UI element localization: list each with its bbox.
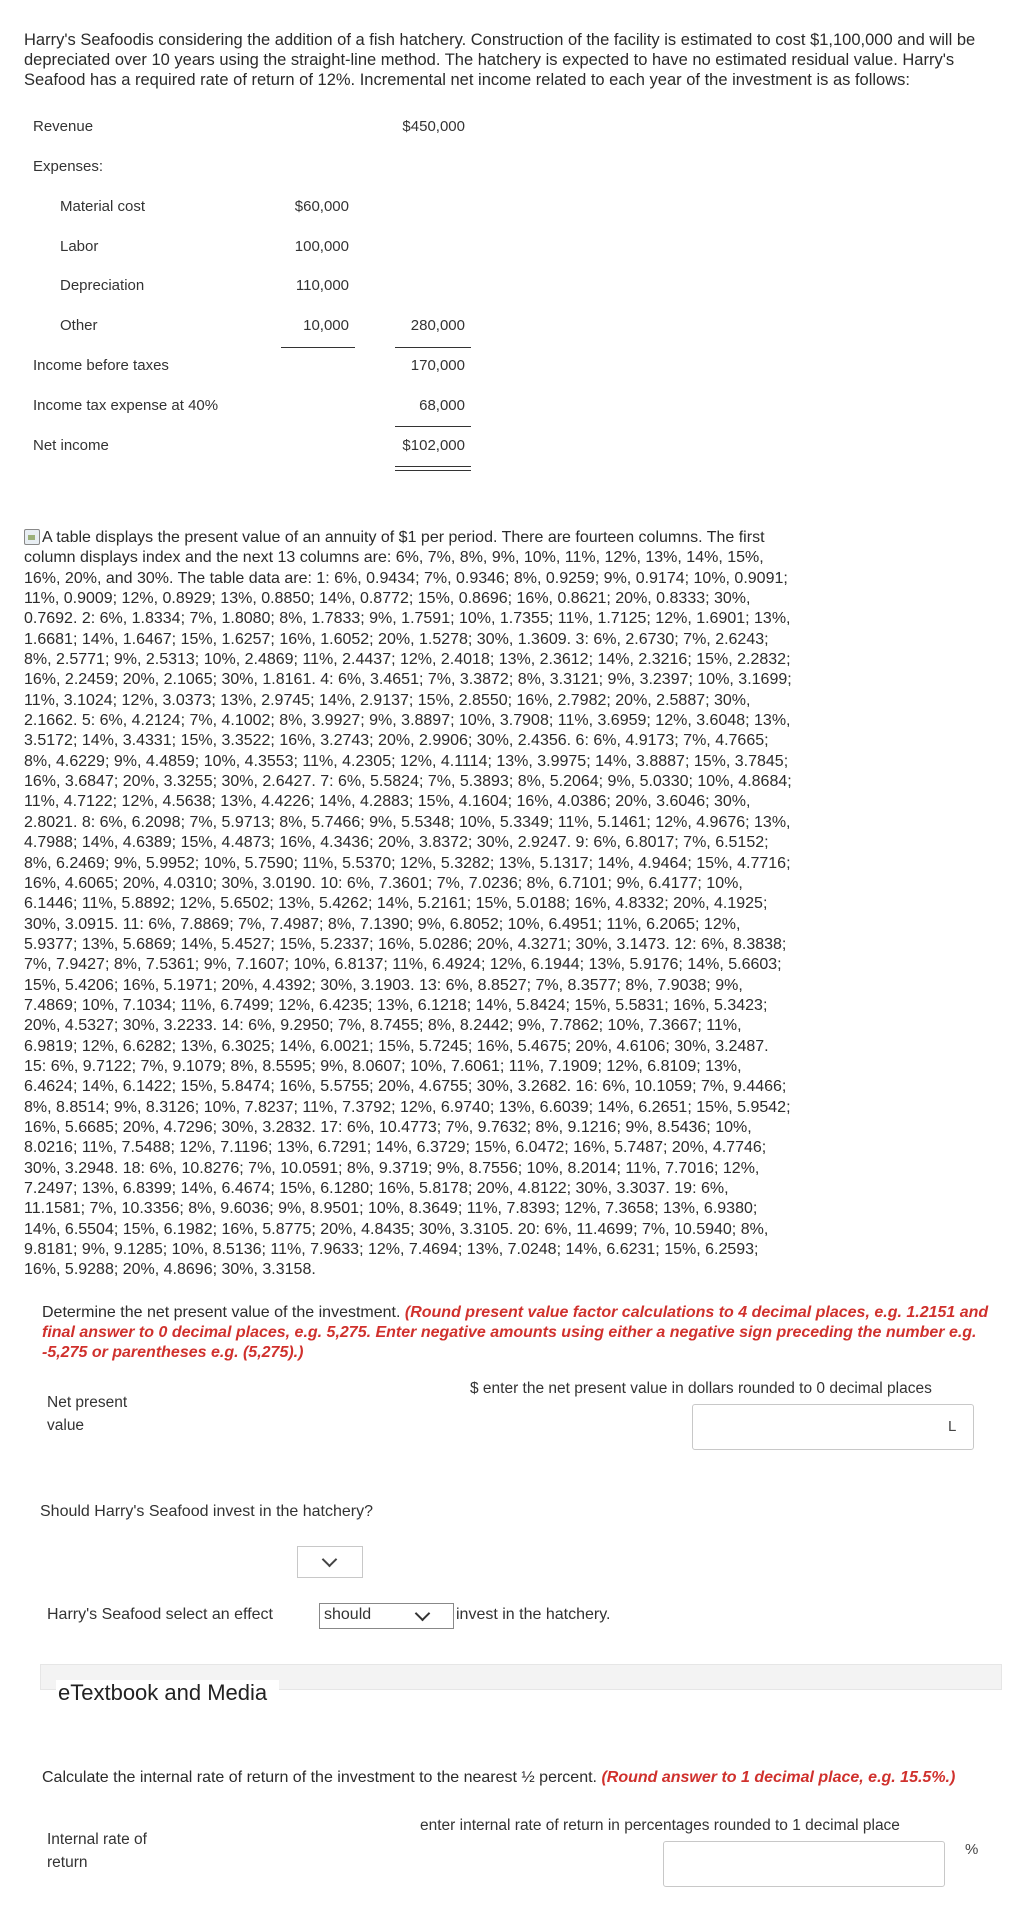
total-expenses-value: 280,000 <box>410 317 465 334</box>
etextbook-media-link[interactable]: eTextbook and Media <box>56 1680 279 1706</box>
ibt-value: 170,000 <box>410 357 465 374</box>
invest-sentence-suffix: invest in the hatchery. <box>456 1606 611 1623</box>
revenue-label: Revenue <box>33 118 94 135</box>
npv-instruction-rounding: (Round present value factor calculations to 4 decimal places, e.g. 1.2151 and final answer to 0 decimal places, e.g. 5,275. Enter negative amounts using either a negative sign preceding the number e.g. -5,275 or parentheses e.g. (5,275).) <box>42 1304 989 1361</box>
percent-suffix: % <box>965 1841 979 1858</box>
chevron-down-icon <box>322 1552 338 1568</box>
npv-label: Net present value <box>47 1394 128 1434</box>
irr-instruction-rounding: (Round answer to 1 decimal place, e.g. 15.5%.) <box>601 1769 956 1786</box>
expense-value-material: $60,000 <box>294 198 349 215</box>
irr-input[interactable] <box>663 1841 945 1887</box>
invest-question: Should Harry's Seafood invest in the hatchery? <box>40 1503 374 1520</box>
irr-instruction-text: Calculate the internal rate of return of the investment to the nearest ½ percent. <box>42 1769 597 1786</box>
expense-value-other: 10,000 <box>303 317 349 334</box>
net-income-value: $102,000 <box>402 437 465 454</box>
expenses-underline <box>281 347 355 348</box>
expenses-label: Expenses: <box>33 158 104 175</box>
annuity-table-alt-text: A table displays the present value of an annuity of $1 per period. There are fourteen columns. The first column displays index and the next 13 columns are: 6%, 7%, 8%, 9%, 10%, 11%, 12%, 13%, 14%, 15%, 16%, 20%, and 30%. The table data are: 1: 6%, 0.9434; 7%, 0.9346; 8%, 0.9259; 9%, 0.9174; 10%, 0.9091; 11%, 0.9009; 12%, 0.8929; 13%, 0.8850; 14%, 0.8772; 15%, 0.8696; 16%, 0.8621; 20%, 0.8333; 30%, 0.7692. 2: 6%, 1.8334; 7%, 1.8080; 8%, 1.7833; 9%, 1.7591; 10%, 1.7355; 11%, 1.7125; 12%, 1.6901; 13%, 1.6681; 14%, 1.6467; 15%, 1.6257; 16%, 1.6052; 20%, 1.5278; 30%, 1.3609. 3: 6%, 2.6730; 7%, 2.6243; 8%, 2.5771; 9%, 2.5313; 10%, 2.4869; 11%, 2.4437; 12%, 2.4018; 13%, 2.3612; 14%, 2.3216; 15%, 2.2832; 16%, 2.2459; 20%, 2.1065; 30%, 1.8161. 4: 6%, 3.4651; 7%, 3.3872; 8%, 3.3121; 9%, 3.2397; 10%, 3.1699; 11%, 3.1024; 12%, 3.0373; 13%, 2.9745; 14%, 2.9137; 15%, 2.8550; 16%, 2.7982; 20%, 2.5887; 30%, 2.1662. 5: 6%, 4.2124; 7%, 4.1002; 8%, 3.9927; 9%, 3.8897; 10%, 3.7908; 11%, 3.6959; 12%, 3.6048; 13%, 3.5172; 14%, 3.4331; 15%, 3.3522; 16%, 3.2743; 20%, 2.9906; 30%, 2.4356. 6: 6%, 4.9173; 7%, 4.7665; 8%, 4.6229; 9%, 4.4859; 10%, 4.3553; 11%, 4.2305; 12%, 4.1114; 13%, 3.9975; 14%, 3.8887; 15%, 3.7845; 16%, 3.6847; 20%, 3.3255; 30%, 2.6427. 7: 6%, 5.5824; 7%, 5.3893; 8%, 5.2064; 9%, 5.0330; 10%, 4.8684; 11%, 4.7122; 12%, 4.5638; 13%, 4.4226; 14%, 4.2883; 15%, 4.1604; 16%, 4.0386; 20%, 3.6046; 30%, 2.8021. 8: 6%, 6.2098; 7%, 5.9713; 8%, 5.7466; 9%, 5.5348; 10%, 5.3349; 11%, 5.1461; 12%, 4.9676; 13%, 4.7988; 14%, 4.6389; 15%, 4.4873; 16%, 4.3436; 20%, 3.8372; 30%, 2.9247. 9: 6%, 6.8017; 7%, 6.5152; 8%, 6.2469; 9%, 5.9952; 10%, 5.7590; 11%, 5.5370; 12%, 5.3282; 13%, 5.1317; 14%, 4.9464; 15%, 4.7716; 16%, 4.6065; 20%, 4.0310; 30%, 3.0190. 10: 6%, 7.3601; 7%, 7.0236; 8%, 6.7101; 9%, 6.4177; 10%, 6.1446; 11%, 5.8892; 12%, 5.6502; 13%, 5.4262; 14%, 5.2161; 15%, 5.0188; 16%, 4.8332; 20%, 4.1925; 30%, 3.0915. 11: 6%, 7.8869; 7%, 7.4987; 8%, 7.1390; 9%, 6.8052; 10%, 6.4951; 11%, 6.2065; 12%, 5.9377; 13%, 5.6869; 14%, 5.4527; 15%, 5.2337; 16%, 5.0286; 20%, 4.3271; 30%, 3.1473. 12: 6%, 8.3838; 7%, 7.9427; 8%, 7.5361; 9%, 7.1607; 10%, 6.8137; 11%, 6.4924; 12%, 6.1944; 13%, 5.9176; 14%, 5.6603; 15%, 5.4206; 16%, 5.1971; 20%, 4.4392; 30%, 3.1903. 13: 6%, 8.8527; 7%, 8.3577; 8%, 7.9038; 9%, 7.4869; 10%, 7.1034; 11%, 6.7499; 12%, 6.4235; 13%, 6.1218; 14%, 5.8424; 15%, 5.5831; 16%, 5.3423; 20%, 4.5327; 30%, 3.2233. 14: 6%, 9.2950; 7%, 8.7455; 8%, 8.2442; 9%, 7.7862; 10%, 7.3667; 11%, 6.9819; 12%, 6.6282; 13%, 6.3025; 14%, 6.0021; 15%, 5.7245; 16%, 5.4675; 20%, 4.6106; 30%, 3.2487. 15: 6%, 9.7122; 7%, 9.1079; 8%, 8.5595; 9%, 8.0607; 10%, 7.6061; 11%, 7.1909; 12%, 6.8109; 13%, 6.4624; 14%, 6.1422; 15%, 5.8474; 16%, 5.5755; 20%, 4.6755; 30%, 3.2682. 16: 6%, 10.1059; 7%, 9.4466; 8%, 8.8514; 9%, 8.3126; 10%, 7.8237; 11%, 7.3792; 12%, 6.9740; 13%, 6.6039; 14%, 6.2651; 15%, 5.9542; 16%, 5.6685; 20%, 4.7296; 30%, 3.2832. 17: 6%, 10.4773; 7%, 9.7632; 8%, 9.1216; 9%, 8.5436; 10%, 8.0216; 11%, 7.5488; 12%, 7.1196; 13%, 6.7291; 14%, 6.3729; 15%, 6.0472; 16%, 5.7487; 20%, 4.7746; 30%, 3.2948. 18: 6%, 10.8276; 7%, 10.0591; 8%, 9.3719; 9%, 8.7556; 10%, 8.2014; 11%, 7.7016; 12%, 7.2497; 13%, 6.8399; 14%, 6.4674; 15%, 6.1280; 16%, 5.8178; 20%, 4.8122; 30%, 3.3037. 19: 6%, 11.1581; 7%, 10.3356; 8%, 9.6036; 9%, 8.9501; 10%, 8.3649; 11%, 7.8393; 12%, 7.3658; 13%, 6.9380; 14%, 6.5504; 15%, 6.1982; 16%, 5.8775; 20%, 4.8435; 30%, 3.3105. 20: 6%, 11.4699; 7%, 10.5940; 8%, 9.8181; 9%, 9.1285; 10%, 8.5136; 11%, 7.9633; 12%, 7.4694; 13%, 7.0248; 14%, 6.6231; 15%, 6.2593; 16%, 5.9288; 20%, 4.8696; 30%, 3.3158. <box>24 529 792 1279</box>
irr-hint: enter internal rate of return in percentages rounded to 1 decimal place <box>420 1817 900 1834</box>
npv-input[interactable] <box>692 1404 974 1450</box>
chevron-down-icon <box>415 1606 431 1622</box>
problem-intro: Harry's Seafoodis considering the addition of a fish hatchery. Construction of the facility is estimated to cost $1,100,000 and will be depreciated over 10 years using the straight-line method. The hatchery is expected to have no estimated residual value. Harry's Seafood has a required rate of return of 12%. Incremental net income related to each year of the investment is as follows: <box>24 31 976 89</box>
net-income-underline-1 <box>395 466 471 467</box>
expense-value-labor: 100,000 <box>294 238 349 255</box>
net-income-underline-2 <box>395 470 471 471</box>
invest-select-should[interactable] <box>319 1603 454 1629</box>
expense-label-depreciation: Depreciation <box>60 277 145 294</box>
invest-select-empty[interactable] <box>297 1546 363 1578</box>
tax-underline <box>395 426 471 427</box>
tax-value: 68,000 <box>419 397 465 414</box>
npv-input-suffix: L <box>948 1418 957 1435</box>
total-expenses-underline <box>395 347 471 348</box>
invest-selected-value: should <box>324 1606 372 1623</box>
ibt-label: Income before taxes <box>33 357 169 374</box>
invest-sentence-prefix: Harry's Seafood select an effect <box>47 1606 273 1623</box>
irr-instruction <box>42 1769 997 1787</box>
expense-label-material: Material cost <box>60 198 146 215</box>
npv-instruction <box>42 1303 997 1363</box>
net-income-label: Net income <box>33 437 109 454</box>
expense-label-labor: Labor <box>60 238 99 255</box>
irr-label: Internal rate of return <box>47 1831 147 1871</box>
tax-label: Income tax expense at 40% <box>33 397 219 414</box>
expense-label-other: Other <box>60 317 98 334</box>
revenue-value: $450,000 <box>402 118 465 135</box>
npv-hint: $ enter the net present value in dollars rounded to 0 decimal places <box>470 1380 932 1397</box>
expense-value-depreciation: 110,000 <box>295 277 349 294</box>
npv-instruction-text: Determine the net present value of the investment. <box>42 1304 401 1321</box>
